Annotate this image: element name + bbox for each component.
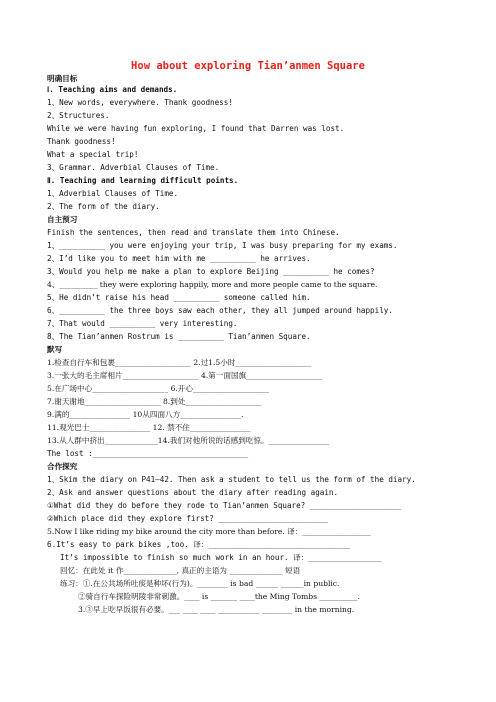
section-heading-dictation: 默写 xyxy=(47,345,63,354)
exercise-line: 8、The Tian’anmen Rostrum is __________ Tian’anmen Square. xyxy=(47,332,311,341)
text-line: 2、The form of the diary. xyxy=(47,202,160,211)
text-line: Thank goodness! xyxy=(47,137,116,146)
heading-difficult-points: Ⅱ. Teaching and learning difficult points. xyxy=(47,176,239,185)
recall-line: 回忆：在此处 it 作______________, 真正的主语为 ______________ 短语 xyxy=(60,566,301,575)
dictation-line: 3.一张大的毛主席相片____________________ 4.第一面国旗____________________ xyxy=(47,371,323,380)
section-heading-preview: 自主预习 xyxy=(47,215,78,224)
exercise-line: 6、__________ the three boys saw each other, they all jumped around happily. xyxy=(47,306,393,315)
practice-line: 练习：①.在公共场所吐痰是种坏(行为)。________ is bad ______ ______in public. xyxy=(60,579,340,588)
text-line: 2、Structures. xyxy=(47,111,110,120)
exercise-line: 4、__________ they were exploring happily, more and more people came to the square. xyxy=(47,280,378,289)
dictation-line: 5.在广场中心____________________ 6.开心____________________ xyxy=(47,384,269,393)
dictation-line: 9.满的________________ 10从四面八方________________. xyxy=(47,410,244,419)
exercise-line: 3、Would you help me make a plan to explore Beijing __________ he comes? xyxy=(47,267,375,276)
text-line: 2、Ask and answer questions about the diary after reading again. xyxy=(47,488,339,497)
text-line: 1、Adverbial Clauses of Time. xyxy=(47,189,179,198)
text-line: What a special trip! xyxy=(47,150,139,159)
translation-line: 5.Now I like riding my bike around the city more than before. 译：__________________ xyxy=(47,527,371,536)
section-heading-cooperation: 合作探究 xyxy=(47,462,78,471)
heading-teaching-aims: Ⅰ. Teaching aims and demands. xyxy=(47,85,178,94)
text-line: While we were having fun exploring, I found that Darren was lost. xyxy=(47,124,345,133)
text-line: 1、Skim the diary on P41—42. Then ask a student to tell us the form of the diary. xyxy=(47,475,416,484)
section-heading-goals: 明确目标 xyxy=(47,74,78,83)
dictation-line: 7.谢天谢地____________________ 8.到处____________________ xyxy=(47,397,262,406)
text-line: 1、New words, everywhere. Thank goodness! xyxy=(47,98,233,107)
practice-line: 3.③早上吃早饭很有必要。___ ____ ____ ___________ ________ in the morning. xyxy=(78,605,355,614)
text-line: 3、Grammar. Adverbial Clauses of Time. xyxy=(47,163,220,172)
dictation-line: 11.观光巴士________________ 12. 禁不住________________ xyxy=(47,423,251,432)
exercise-line: 1、__________ you were enjoying your trip, I was busy preparing for my exams. xyxy=(47,241,398,250)
text-line: Finish the sentences, then read and translate them into Chinese. xyxy=(47,228,340,237)
dictation-line: 1.检查自行车和包裹____________________ 2.过1.5小时____________________ xyxy=(47,358,312,367)
exercise-line: 2、I’d like you to meet him with me __________ he arrives. xyxy=(47,254,311,263)
exercise-line: 5、He didn’t raise his head __________ someone called him. xyxy=(47,293,311,302)
translation-line: 6.It’s easy to park bikes ,too. 译：_______________________________ xyxy=(47,540,351,549)
translation-line: It’s impossible to finish so much work in an hour. 译：________________ xyxy=(60,553,382,562)
question-line: ①What did they do before they rode to Tian’anmen Square? ____________________ xyxy=(47,501,402,510)
question-line: ②Which place did they explore first? ________________________ xyxy=(47,514,329,523)
page-title: How about exploring Tian’anmen Square xyxy=(131,60,365,72)
dictation-line: 13.从人群中挤出______________14.我们对他所说的话感到吃惊。________________ xyxy=(47,436,330,445)
exercise-line: 7、That would __________ very interesting. xyxy=(47,319,238,328)
practice-line: ②骑自行车探险明陵非常刺激。____ is _______ ____the Ming Tombs __________. xyxy=(78,592,360,601)
dictation-line: The lost :__________________________________ xyxy=(47,449,249,458)
